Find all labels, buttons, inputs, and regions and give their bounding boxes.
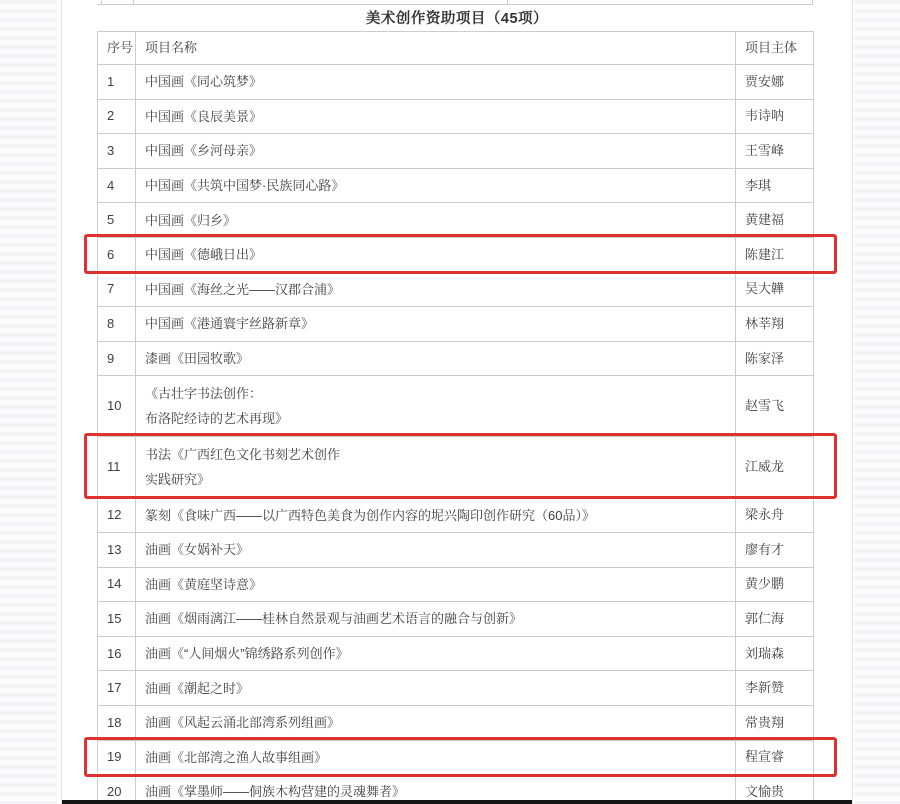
projects-table <box>97 31 814 804</box>
page-margin-stripes-left <box>0 0 57 804</box>
table-row <box>98 437 814 498</box>
project-line: 中国画《港通寰宇丝路新章》 <box>145 316 315 332</box>
cell-owner: 李琪 <box>736 168 814 203</box>
cell-project <box>136 532 736 567</box>
project-line: 中国画《共筑中国梦·民族同心路》 <box>145 178 345 194</box>
cell-owner: 陈家泽 <box>736 341 814 376</box>
cell-owner: 吴大韡 <box>736 272 814 307</box>
cell-owner: 常贵翔 <box>736 705 814 740</box>
project-line: 《古壮字书法创作： <box>145 386 263 402</box>
cell-project <box>136 740 736 775</box>
project-line: 实践研究》 <box>145 472 211 488</box>
cell-owner: 梁永舟 <box>736 498 814 533</box>
project-line: 油画《掌墨师——侗族木构营建的灵魂舞者》 <box>145 784 406 800</box>
content-edge-left <box>61 0 62 804</box>
table-row <box>98 498 814 533</box>
table-header-row <box>98 32 814 65</box>
cell-owner: 黄少鹏 <box>736 567 814 602</box>
project-line: 中国画《归乡》 <box>145 212 237 228</box>
cell-project <box>136 99 736 134</box>
cell-no: 15 <box>98 602 136 637</box>
cell-project <box>136 237 736 272</box>
cell-owner: 陈建江 <box>736 237 814 272</box>
project-line: 中国画《乡河母亲》 <box>145 143 263 159</box>
project-line: 漆画《田园牧歌》 <box>145 351 250 367</box>
table-row <box>98 307 814 342</box>
cell-owner: 李新赞 <box>736 671 814 706</box>
project-line: 油画《潮起之时》 <box>145 680 250 696</box>
table-row <box>98 705 814 740</box>
fragment-grid-line <box>507 0 508 5</box>
cell-owner: 程宣睿 <box>736 740 814 775</box>
cell-owner: 郭仁海 <box>736 602 814 637</box>
fragment-grid-line <box>101 0 102 5</box>
table-row <box>98 636 814 671</box>
cell-project <box>136 671 736 706</box>
project-line: 篆刻《食味广西——以广西特色美食为创作内容的坭兴陶印创作研究（60品）》 <box>145 507 595 523</box>
cell-owner: 韦诗呐 <box>736 99 814 134</box>
project-line: 布洛陀经诗的艺术再现》 <box>145 411 289 427</box>
cell-project <box>136 203 736 238</box>
cell-owner: 林莘翔 <box>736 307 814 342</box>
cell-owner: 刘瑞森 <box>736 636 814 671</box>
table-row <box>98 341 814 376</box>
table-row <box>98 376 814 437</box>
fragment-grid-line <box>812 0 813 5</box>
cell-no: 4 <box>98 168 136 203</box>
table-row <box>98 740 814 775</box>
table-body <box>98 65 814 804</box>
cell-project <box>136 341 736 376</box>
window-bottom-edge <box>62 800 852 804</box>
table-row <box>98 532 814 567</box>
cell-project <box>136 134 736 169</box>
cell-project <box>136 376 736 437</box>
cell-project <box>136 705 736 740</box>
cell-no: 10 <box>98 376 136 437</box>
table-row <box>98 567 814 602</box>
header-owner: 项目主体 <box>736 32 814 65</box>
cell-no: 2 <box>98 99 136 134</box>
cell-project <box>136 498 736 533</box>
cell-owner: 王雪峰 <box>736 134 814 169</box>
cell-project <box>136 168 736 203</box>
cell-owner: 廖有才 <box>736 532 814 567</box>
cell-no: 8 <box>98 307 136 342</box>
table-row <box>98 203 814 238</box>
cell-no: 17 <box>98 671 136 706</box>
cell-no: 16 <box>98 636 136 671</box>
cell-owner: 黄建福 <box>736 203 814 238</box>
projects-table-wrap <box>97 31 813 804</box>
previous-table-fragment <box>97 0 813 5</box>
cell-no: 13 <box>98 532 136 567</box>
cell-no: 5 <box>98 203 136 238</box>
cell-project <box>136 437 736 498</box>
cell-no: 19 <box>98 740 136 775</box>
page-margin-stripes-right <box>854 0 900 804</box>
cell-project <box>136 272 736 307</box>
cell-project <box>136 567 736 602</box>
table-row <box>98 602 814 637</box>
project-line: 中国画《德峨日出》 <box>145 247 263 263</box>
cell-no: 3 <box>98 134 136 169</box>
project-line: 书法《广西红色文化书刻艺术创作 <box>145 447 341 463</box>
cell-project <box>136 636 736 671</box>
section-title: 美术创作资助项目（45项） <box>365 11 549 27</box>
cell-owner: 文愉贵 <box>736 775 814 804</box>
table-row <box>98 134 814 169</box>
cell-no: 6 <box>98 237 136 272</box>
project-line: 中国画《良辰美景》 <box>145 108 263 124</box>
table-row <box>98 99 814 134</box>
cell-owner: 赵雪飞 <box>736 376 814 437</box>
cell-no: 20 <box>98 775 136 804</box>
cell-no: 7 <box>98 272 136 307</box>
header-no: 序号 <box>98 32 136 65</box>
project-line: 油画《黄庭坚诗意》 <box>145 576 263 592</box>
cell-no: 12 <box>98 498 136 533</box>
table-row <box>98 65 814 100</box>
cell-no: 18 <box>98 705 136 740</box>
cell-owner: 贾安娜 <box>736 65 814 100</box>
project-line: 油画《“人间烟火”锦绣路系列创作》 <box>145 646 349 662</box>
fragment-grid-line <box>133 0 134 5</box>
cell-no: 14 <box>98 567 136 602</box>
project-line: 中国画《海丝之光——汉郡合浦》 <box>145 281 341 297</box>
cell-no: 9 <box>98 341 136 376</box>
table-row <box>98 671 814 706</box>
cell-project <box>136 602 736 637</box>
project-line: 油画《女娲补天》 <box>145 542 250 558</box>
table-row <box>98 272 814 307</box>
project-line: 油画《风起云涌北部湾系列组画》 <box>145 715 341 731</box>
cell-project <box>136 65 736 100</box>
header-project: 项目名称 <box>136 32 736 65</box>
cell-no: 1 <box>98 65 136 100</box>
project-line: 油画《烟雨漓江——桂林自然景观与油画艺术语言的融合与创新》 <box>145 611 523 627</box>
table-row <box>98 168 814 203</box>
content-edge-right <box>852 0 853 804</box>
project-line: 油画《北部湾之渔人故事组画》 <box>145 749 328 765</box>
cell-no: 11 <box>98 437 136 498</box>
table-row <box>98 237 814 272</box>
cell-project <box>136 307 736 342</box>
cell-owner: 江威龙 <box>736 437 814 498</box>
project-line: 中国画《同心筑梦》 <box>145 74 263 90</box>
